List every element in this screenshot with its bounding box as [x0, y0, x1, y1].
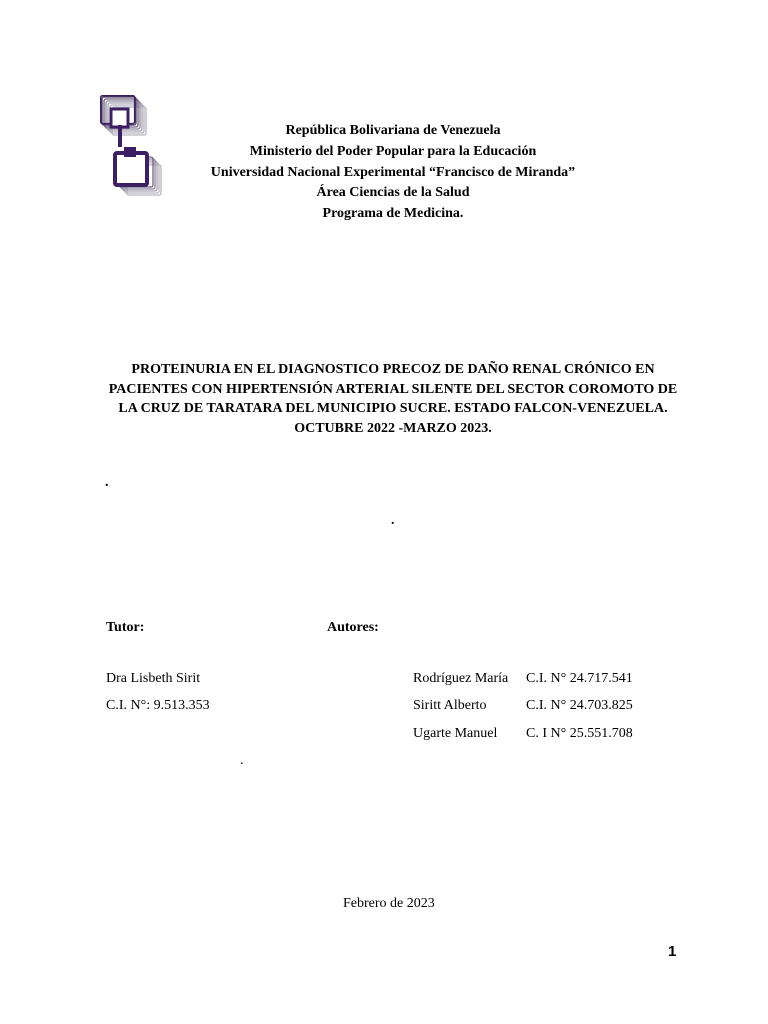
author-name: Siritt Alberto: [413, 698, 487, 713]
title-line-2: PACIENTES CON HIPERTENSIÓN ARTERIAL SILENTE DEL SECTOR COROMOTO DE: [108, 381, 678, 397]
tutor-ci: C.I. N°: 9.513.353: [106, 698, 210, 713]
stray-dot-2: .: [391, 513, 395, 528]
header-republic: República Bolivariana de Venezuela: [285, 123, 501, 138]
page-number: 1: [668, 943, 677, 960]
author-ci: C. I N° 25.551.708: [526, 726, 633, 741]
header-area: Área Ciencias de la Salud: [316, 185, 470, 201]
author-ci: C.I. N° 24.703.825: [526, 698, 633, 713]
authors-label: Autores:: [327, 620, 379, 635]
stray-dot-3: .: [240, 753, 244, 768]
author-name: Ugarte Manuel: [413, 726, 498, 741]
institution-header: [0, 121, 768, 225]
header-university: Universidad Nacional Experimental “Francisco de Miranda”: [210, 164, 576, 180]
header-program: Programa de Medicina.: [322, 206, 464, 222]
submission-date: Febrero de 2023: [343, 896, 435, 911]
author-name: Rodríguez María: [413, 671, 509, 686]
tutor-label: Tutor:: [106, 620, 145, 635]
header-ministry: Ministerio del Poder Popular para la Educación: [249, 143, 537, 159]
author-ci: C.I. N° 24.717.541: [526, 671, 633, 686]
stray-dot-1: .: [105, 475, 109, 490]
thesis-title: [100, 360, 686, 438]
title-line-4: OCTUBRE 2022 -MARZO 2023.: [294, 420, 492, 436]
title-line-1: PROTEINURIA EN EL DIAGNOSTICO PRECOZ DE DAÑO RENAL CRÓNICO EN: [131, 362, 655, 377]
title-line-3: LA CRUZ DE TARATARA DEL MUNICIPIO SUCRE. ESTADO FALCON-VENEZUELA.: [118, 401, 668, 417]
tutor-name: Dra Lisbeth Sirit: [106, 671, 201, 686]
